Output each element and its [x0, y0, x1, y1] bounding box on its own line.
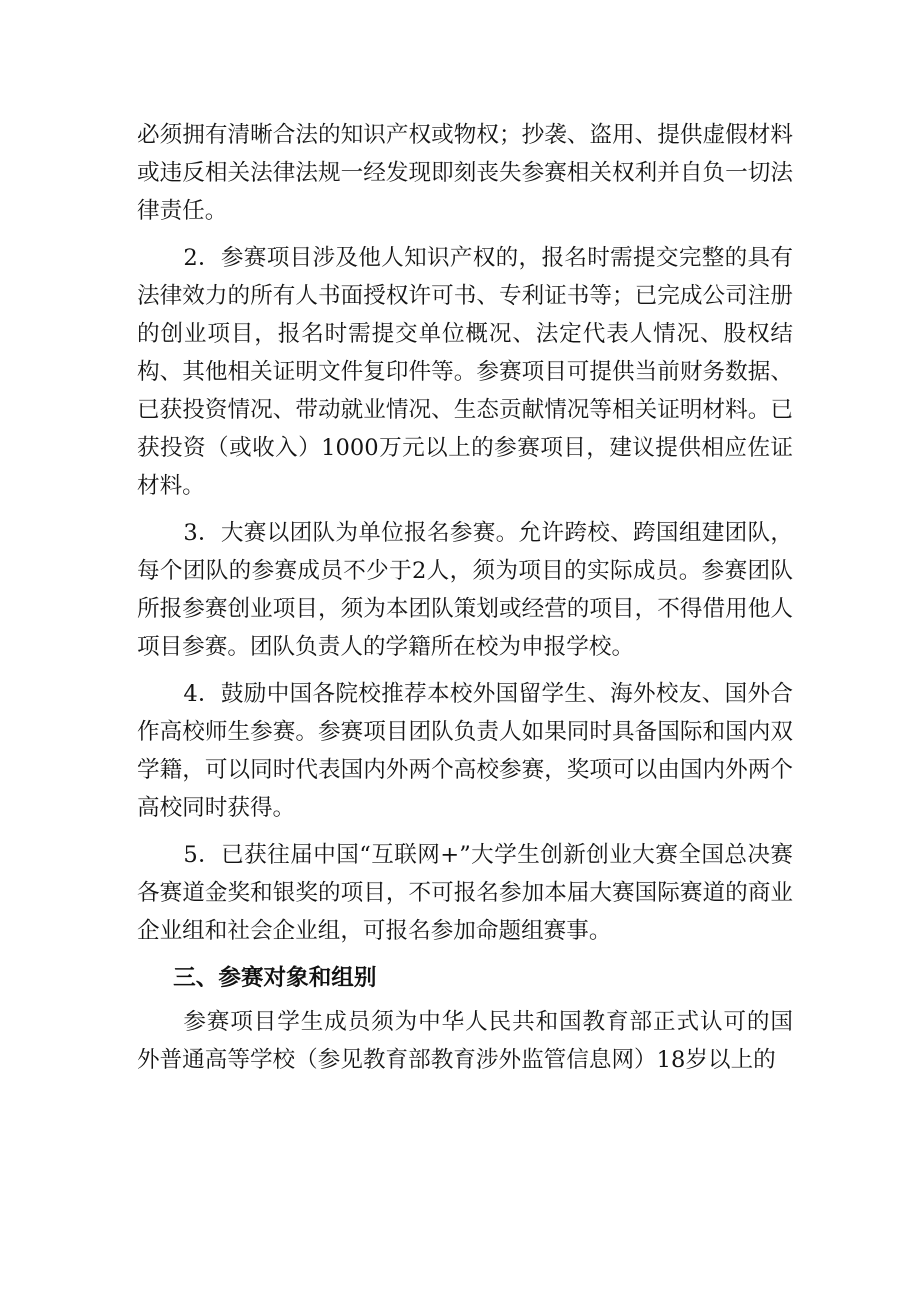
section-heading: 三、参赛对象和组别: [173, 965, 377, 991]
section-paragraph: 参赛项目学生成员须为中华人民共和国教育部正式认可的国外普通高等学校（参见教育部教育涉外监管信息网）18岁以上的: [137, 1009, 793, 1073]
paragraph-item-3: 3．大赛以团队为单位报名参赛。允许跨校、跨国组建团队，每个团队的参赛成员不少于2人，须为项目的实际成员。参赛团队所报参赛创业项目，须为本团队策划或经营的项目，不得借用他人项目参赛。团队负责人的学籍所在校为申报学校。: [137, 520, 793, 660]
paragraph-ip-rights-continued: 必须拥有清晰合法的知识产权或物权；抄袭、盗用、提供虚假材料或违反相关法律法规一经发现即刻丧失参赛相关权利并自负一切法律责任。: [137, 122, 793, 224]
paragraph-item-4: 4．鼓励中国各院校推荐本校外国留学生、海外校友、国外合作高校师生参赛。参赛项目团队负责人如果同时具备国际和国内双学籍，可以同时代表国内外两个高校参赛，奖项可以由国内外两个高校同时获得。: [137, 681, 793, 821]
paragraph-item-2: 2．参赛项目涉及他人知识产权的，报名时需提交完整的具有法律效力的所有人书面授权许可书、专利证书等；已完成公司注册的创业项目，报名时需提交单位概况、法定代表人情况、股权结构、其他相关证明文件复印件等。参赛项目可提供当前财务数据、已获投资情况、带动就业情况、生态贡献情况等相关证明材料。已获投资（或收入）1000万元以上的参赛项目，建议提供相应佐证材料。: [137, 245, 793, 499]
paragraph-item-5: 5．已获往届中国“互联网+”大学生创新创业大赛全国总决赛各赛道金奖和银奖的项目，不可报名参加本届大赛国际赛道的商业企业组和社会企业组，可报名参加命题组赛事。: [137, 842, 793, 944]
document-body: [137, 116, 793, 1088]
